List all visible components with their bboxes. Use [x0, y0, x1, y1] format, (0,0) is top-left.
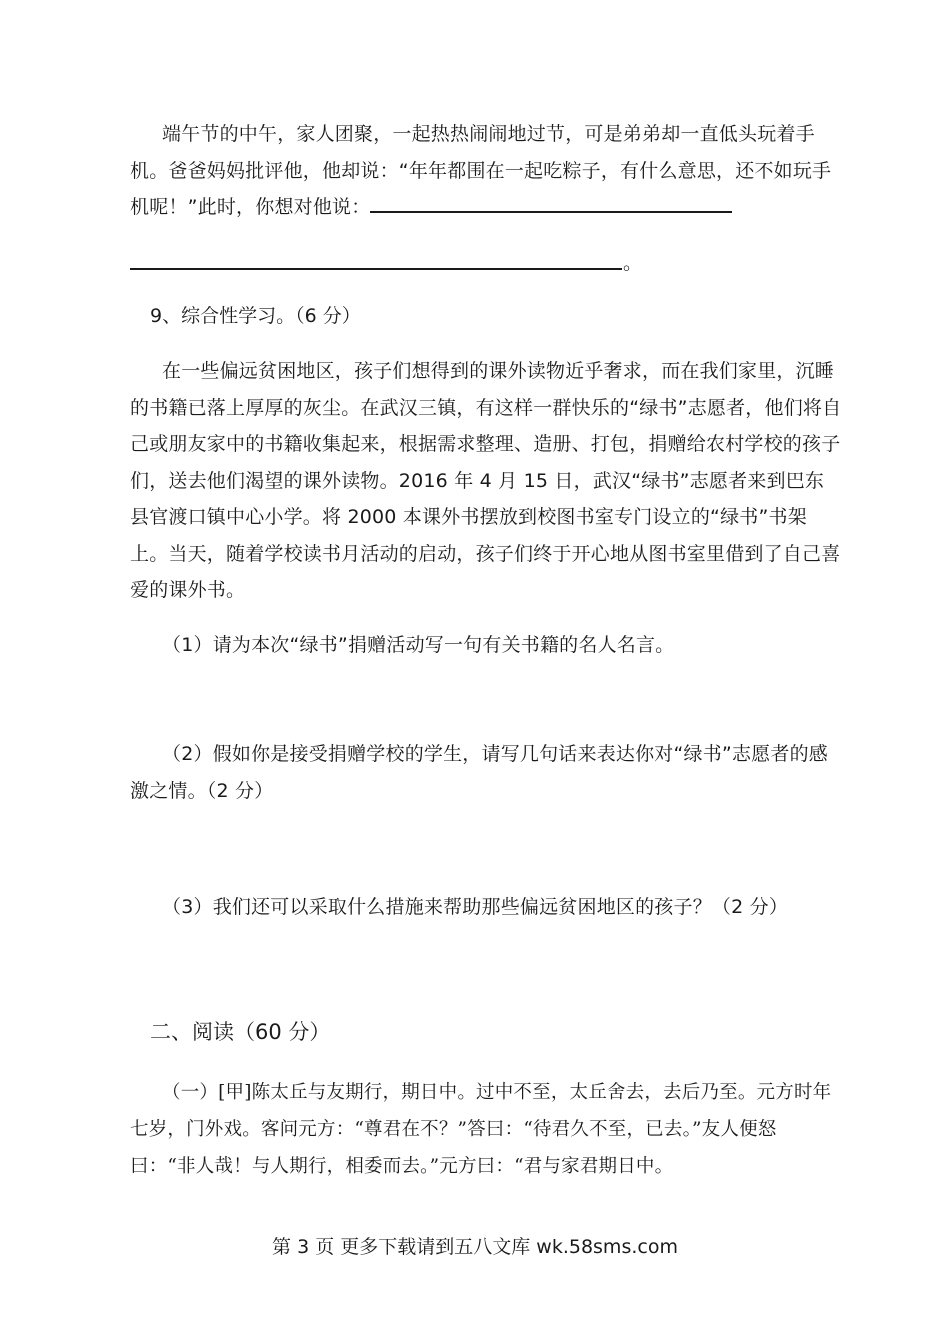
- question-8-prompt: [130, 116, 842, 226]
- blank-period: 。: [623, 252, 643, 274]
- question-9-passage: 在一些偏远贫困地区，孩子们想得到的课外读物近乎奢求，而在我们家里，沉睡的书籍已落上厚厚的灰尘。在武汉三镇，有这样一群快乐的“绿书”志愿者，他们将自己或朋友家中的书籍收集起来，根据需求整理、造册、打包，捐赠给农村学校的孩子们，送去他们渴望的课外读物。2016 年 4 月 15 日，武汉“绿书”志愿者来到巴东县官渡口镇中心小学。将 2000 本课外书摆放到校图书室专门设立的“绿书”书架上。当天，随着学校读书月活动的启动，孩子们终于开心地从图书室里借到了自己喜爱的课外书。: [130, 360, 842, 601]
- question-8-text: 端午节的中午，家人团聚，一起热热闹闹地过节，可是弟弟却一直低头玩着手机。爸爸妈妈批评他，他却说：“年年都围在一起吃粽子，有什么意思，还不如玩手机呢！”此时，你想对他说：: [130, 123, 832, 218]
- page-footer: 第 3 页 更多下载请到五八文库 wk.58sms.com: [272, 1236, 678, 1258]
- sub-question-3: （3）我们还可以采取什么措施来帮助那些偏远贫困地区的孩子？（2 分）: [162, 896, 789, 918]
- reading-section-title: 二、阅读（60 分）: [150, 1020, 331, 1044]
- sub-question-1: （1）请为本次“绿书”捐赠活动写一句有关书籍的名人名言。: [162, 634, 675, 656]
- question-9-heading: 9、综合性学习。（6 分）: [150, 305, 361, 327]
- classical-passage: （一）[甲]陈太丘与友期行，期日中。过中不至，太丘舍去，去后乃至。元方时年七岁，门外戏。客问元方：“尊君在不？”答曰：“待君久不至，已去。”友人便怒曰：“非人哉！与人期行，相委而去。”元方曰：“君与家君期日中。: [130, 1082, 832, 1177]
- answer-blank-1[interactable]: [370, 189, 732, 213]
- answer-blank-2[interactable]: [130, 268, 622, 270]
- sub-question-2: （2）假如你是接受捐赠学校的学生，请写几句话来表达你对“绿书”志愿者的感激之情。（2 分）: [130, 743, 828, 802]
